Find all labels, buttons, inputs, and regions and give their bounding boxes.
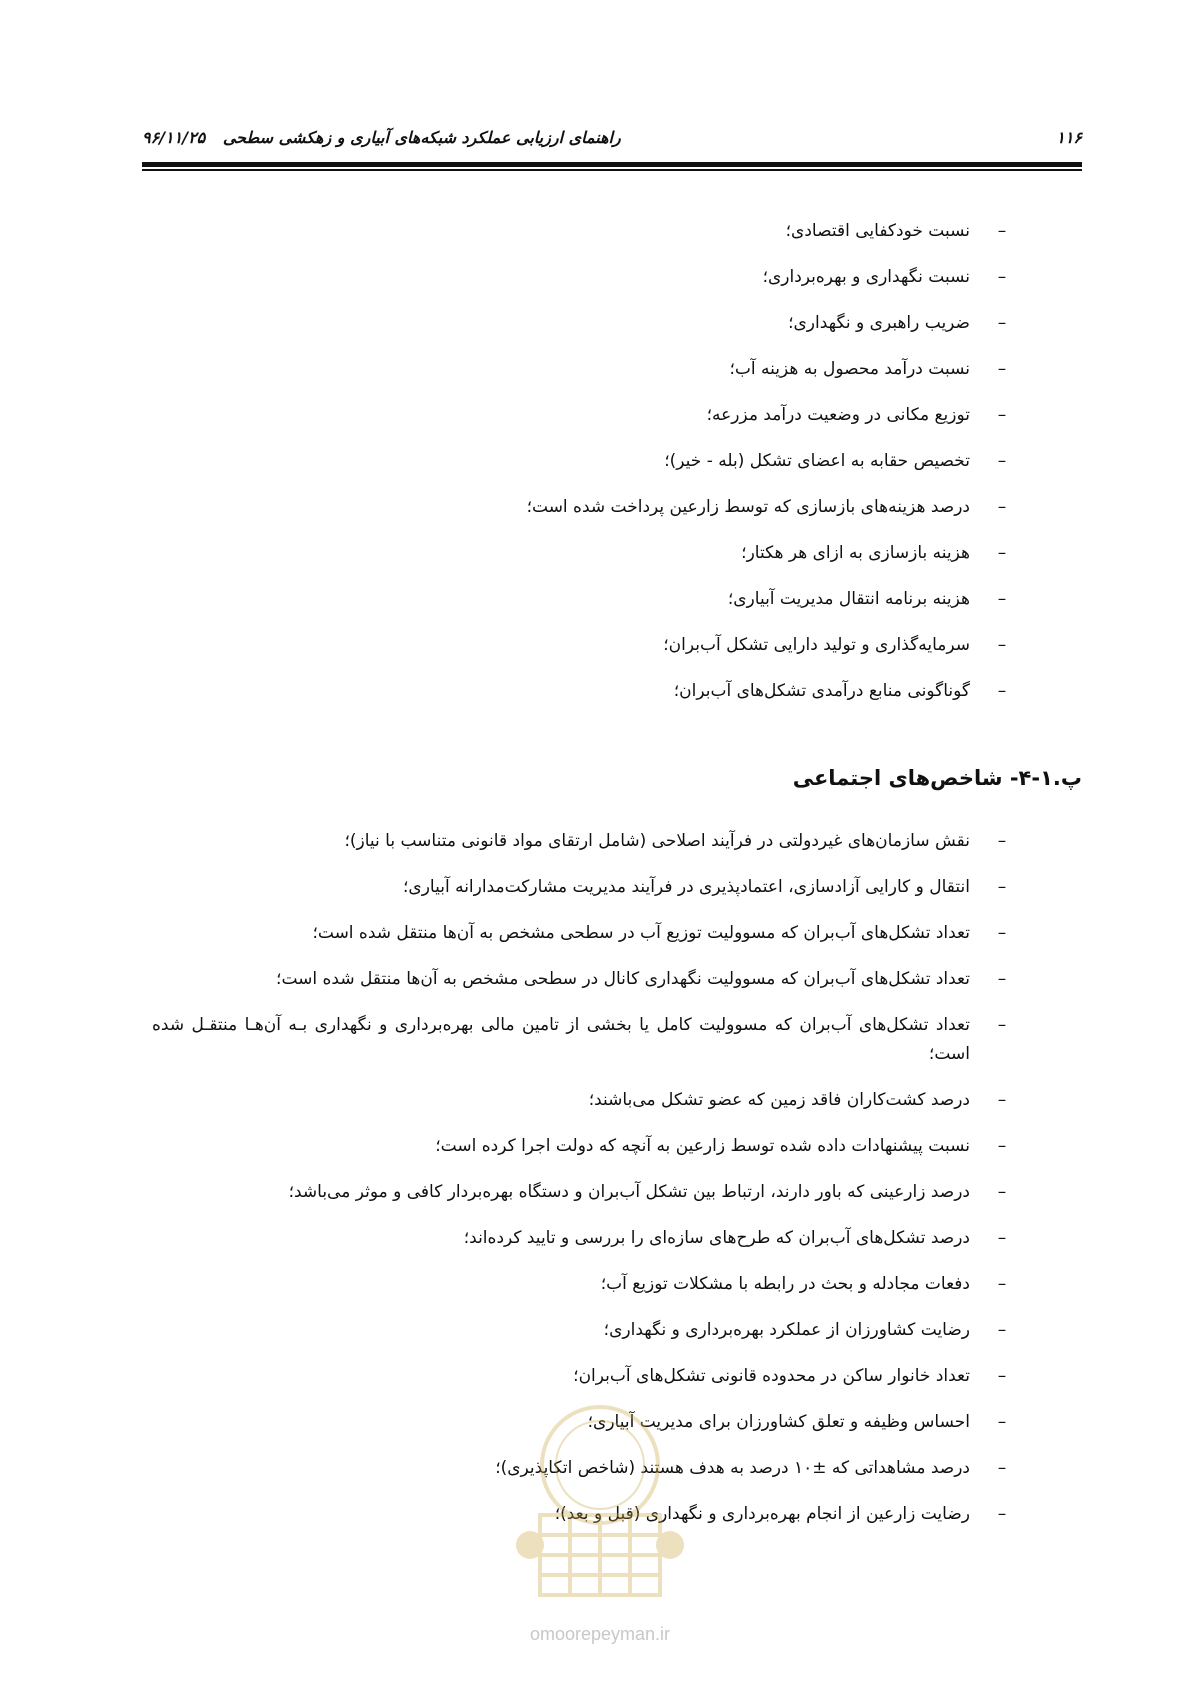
list-item	[152, 631, 1012, 660]
list-item-text: نسبت درآمد محصول به هزینه آب؛	[729, 359, 970, 379]
list-item	[152, 447, 1012, 476]
list-item-text: تعداد خانوار ساکن در محدوده قانونی تشکل‌های آب‌بران؛	[573, 1366, 970, 1386]
list-item-text: گوناگونی منابع درآمدی تشکل‌های آب‌بران؛	[673, 681, 970, 701]
list-item	[152, 263, 1012, 292]
dash-bullet: –	[997, 1412, 1007, 1432]
list-item	[152, 1011, 1012, 1069]
page-header	[142, 128, 1082, 158]
list-item-text: نقش سازمان‌های غیردولتی در فرآیند اصلاحی (شامل ارتقای مواد قانونی متناسب با نیاز)؛	[344, 831, 970, 851]
list-item-text: رضایت کشاورزان از عملکرد بهره‌برداری و نگهداری؛	[603, 1320, 970, 1340]
section-heading: پ.۱-۴- شاخص‌های اجتماعی	[792, 766, 1082, 790]
list-item	[152, 493, 1012, 522]
dash-bullet: –	[997, 359, 1007, 379]
dash-bullet: –	[997, 635, 1007, 655]
list-item-text: درصد تشکل‌های آب‌بران که طرح‌های سازه‌ای را بررسی و تایید کرده‌اند؛	[463, 1228, 970, 1248]
list-item	[152, 1270, 1012, 1299]
list-item	[152, 1086, 1012, 1115]
header-title-group	[142, 128, 621, 147]
list-item	[152, 401, 1012, 430]
list-item	[152, 539, 1012, 568]
dash-bullet: –	[997, 1228, 1007, 1248]
list-item	[152, 355, 1012, 384]
list-item-text: انتقال و کارایی آزادسازی، اعتمادپذیری در فرآیند مدیریت مشارکت‌مدارانه آبیاری؛	[403, 877, 970, 897]
list-item	[152, 1178, 1012, 1207]
watermark-url: omoorepeyman.ir	[529, 1624, 671, 1644]
list-item	[152, 965, 1012, 994]
list-item	[152, 217, 1012, 246]
list-item-text: توزیع مکانی در وضعیت درآمد مزرعه؛	[706, 405, 970, 425]
dash-bullet: –	[997, 1136, 1007, 1156]
list-item-text: تخصیص حقابه به اعضای تشکل (بله - خیر)؛	[664, 451, 970, 471]
list-item-text: درصد کشت‌کاران فاقد زمین که عضو تشکل می‌باشند؛	[588, 1090, 970, 1110]
dash-bullet: –	[997, 221, 1007, 241]
list-item	[152, 1454, 1012, 1483]
list-item-text: درصد مشاهداتی که ±۱۰ درصد به هدف هستند (شاخص اتکاپذیری)؛	[495, 1458, 970, 1478]
economic-indicator-list	[152, 217, 1012, 723]
list-item	[152, 827, 1012, 856]
dash-bullet: –	[997, 1504, 1007, 1524]
list-item-text: تعداد تشکل‌های آب‌بران که مسوولیت توزیع آب در سطحی مشخص به آن‌ها منتقل شده است؛	[312, 923, 970, 943]
dash-bullet: –	[997, 1015, 1007, 1035]
page-number: ۱۱۶	[1056, 128, 1082, 147]
list-item-text: هزینه برنامه انتقال مدیریت آبیاری؛	[727, 589, 970, 609]
dash-bullet: –	[997, 313, 1007, 333]
dash-bullet: –	[997, 1320, 1007, 1340]
list-item-text: هزینه بازسازی به ازای هر هکتار؛	[741, 543, 970, 563]
list-item	[152, 309, 1012, 338]
list-item	[152, 1408, 1012, 1437]
header-date: ۹۶/۱۱/۲۵	[142, 128, 206, 147]
dash-bullet: –	[997, 1458, 1007, 1478]
list-item-text: درصد زارعینی که باور دارند، ارتباط بین تشکل آب‌بران و دستگاه بهره‌بردار کافی و موثر می‌باشد؛	[288, 1182, 970, 1202]
running-title: راهنمای ارزیابی عملکرد شبکه‌های آبیاری و زهکشی سطحی	[222, 128, 621, 147]
list-item-text: سرمایه‌گذاری و تولید دارایی تشکل آب‌بران؛	[663, 635, 970, 655]
list-item	[152, 919, 1012, 948]
dash-bullet: –	[997, 1182, 1007, 1202]
list-item	[152, 585, 1012, 614]
list-item	[152, 1500, 1012, 1529]
list-item-text: درصد هزینه‌های بازسازی که توسط زارعین پرداخت شده است؛	[526, 497, 970, 517]
list-item	[152, 1316, 1012, 1345]
list-item-text: دفعات مجادله و بحث در رابطه با مشکلات توزیع آب؛	[600, 1274, 970, 1294]
dash-bullet: –	[997, 497, 1007, 517]
dash-bullet: –	[997, 831, 1007, 851]
list-item	[152, 1132, 1012, 1161]
header-rule-thick	[142, 162, 1082, 167]
list-item	[152, 1362, 1012, 1391]
header-rule-thin	[142, 169, 1082, 171]
dash-bullet: –	[997, 923, 1007, 943]
dash-bullet: –	[997, 267, 1007, 287]
dash-bullet: –	[997, 877, 1007, 897]
list-item-text: نسبت پیشنهادات داده شده توسط زارعین به آنچه که دولت اجرا کرده است؛	[435, 1136, 970, 1156]
dash-bullet: –	[997, 543, 1007, 563]
dash-bullet: –	[997, 405, 1007, 425]
list-item-text: نسبت نگهداری و بهره‌برداری؛	[762, 267, 970, 287]
dash-bullet: –	[997, 681, 1007, 701]
list-item	[152, 873, 1012, 902]
dash-bullet: –	[997, 589, 1007, 609]
dash-bullet: –	[997, 1366, 1007, 1386]
dash-bullet: –	[997, 451, 1007, 471]
dash-bullet: –	[997, 969, 1007, 989]
list-item-text: تعداد تشکل‌های آب‌بران که مسوولیت نگهداری کانال در سطحی مشخص به آن‌ها منتقل شده است؛	[276, 969, 970, 989]
dash-bullet: –	[997, 1090, 1007, 1110]
list-item-text: احساس وظیفه و تعلق کشاورزان برای مدیریت آبیاری؛	[587, 1412, 970, 1432]
list-item-text: تعداد تشکل‌های آب‌بران که مسوولیت کامل یا بخشی از تامین مالی بهره‌برداری و نگهداری بـه آن‌هـا منتقـل شده است؛	[152, 1015, 970, 1064]
dash-bullet: –	[997, 1274, 1007, 1294]
list-item-text: رضایت زارعین از انجام بهره‌برداری و نگهداری (قبل و بعد)؛	[554, 1504, 970, 1524]
list-item-text: ضریب راهبری و نگهداری؛	[788, 313, 970, 333]
list-item	[152, 677, 1012, 706]
list-item-text: نسبت خودکفایی اقتصادی؛	[785, 221, 970, 241]
social-indicator-list	[152, 827, 1012, 1546]
list-item	[152, 1224, 1012, 1253]
